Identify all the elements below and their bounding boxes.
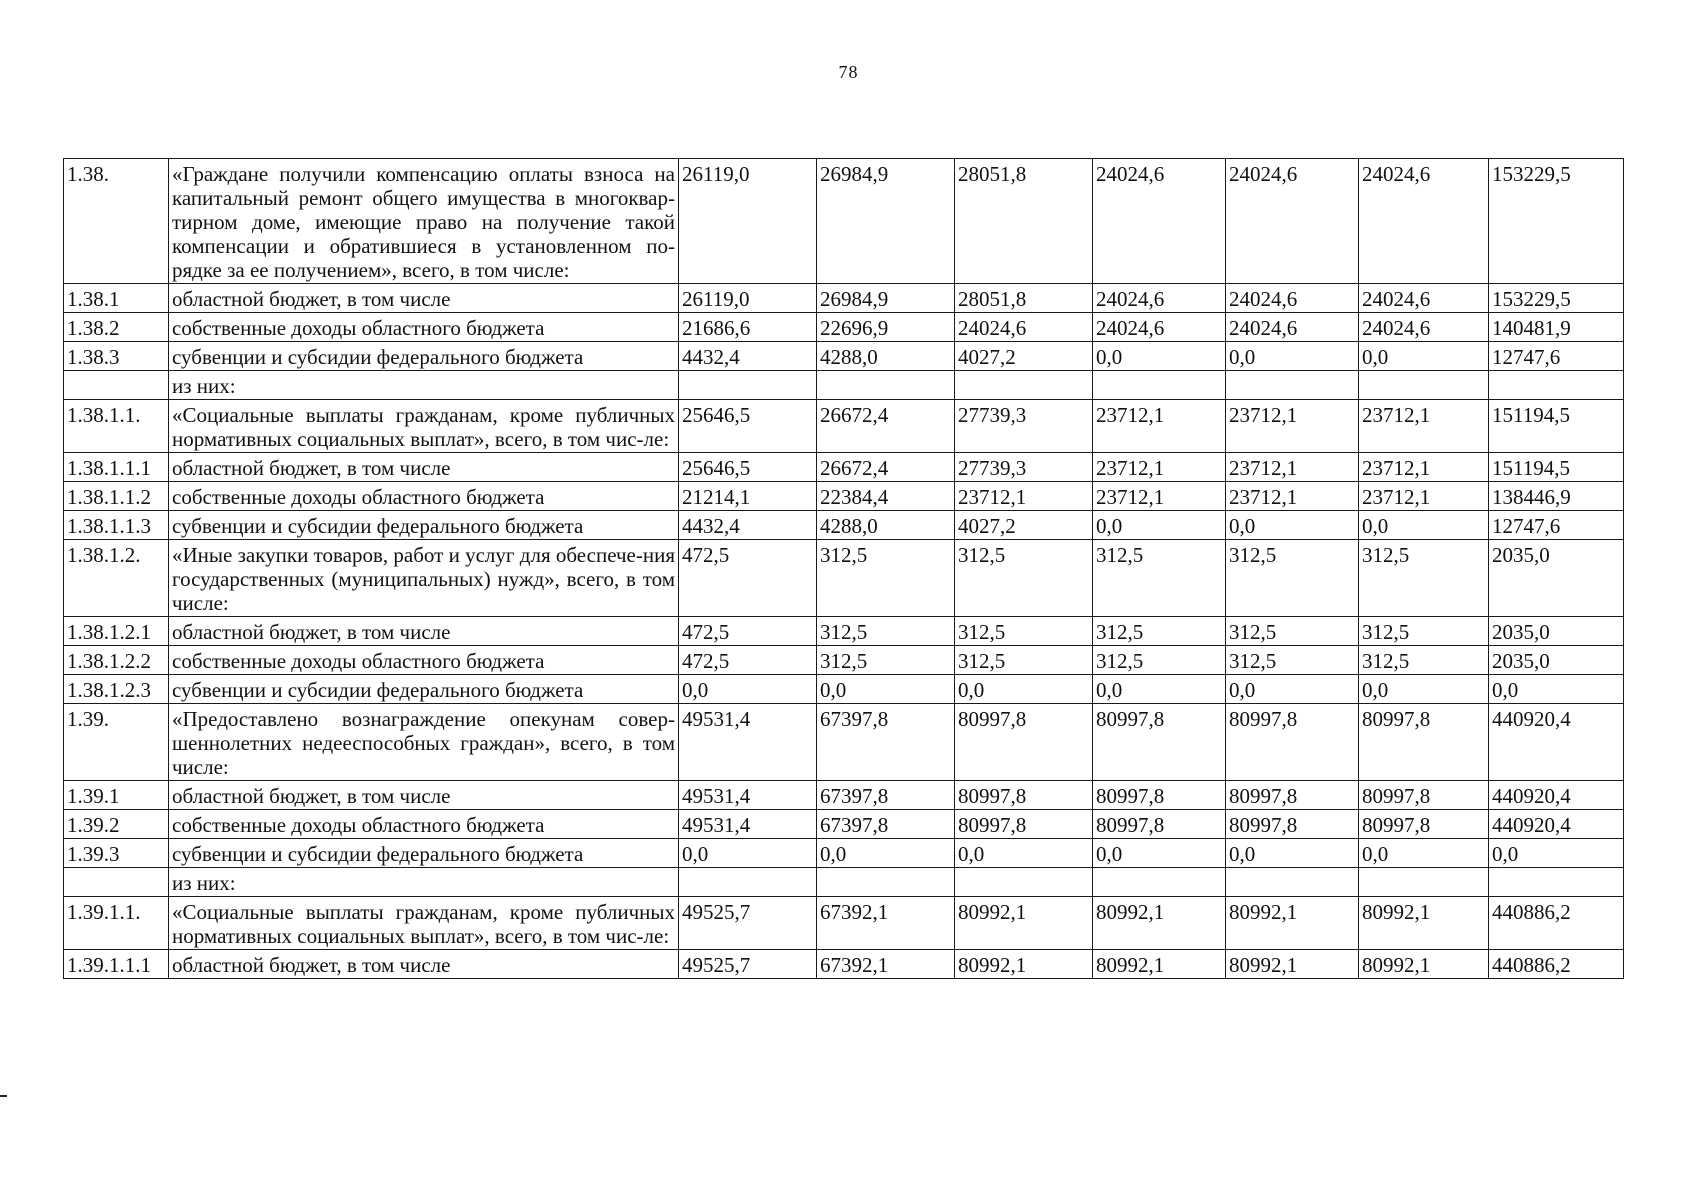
row-value-col-3: 312,5 xyxy=(955,617,1093,646)
row-value-col-4: 23712,1 xyxy=(1093,482,1226,511)
row-description: субвенции и субсидии федерального бюджета xyxy=(169,511,679,540)
row-value-col-2: 0,0 xyxy=(817,839,955,868)
row-description: «Предоставлено вознаграждение опекунам совер-шеннолетних недееспособных граждан», всего, в том числе: xyxy=(169,704,679,781)
row-value-col-5: 24024,6 xyxy=(1226,159,1359,284)
row-value-col-6: 312,5 xyxy=(1359,540,1489,617)
row-value-col-4: 312,5 xyxy=(1093,617,1226,646)
row-value-col-4: 0,0 xyxy=(1093,675,1226,704)
row-value-col-3: 28051,8 xyxy=(955,159,1093,284)
row-description: собственные доходы областного бюджета xyxy=(169,313,679,342)
row-value-col-2: 0,0 xyxy=(817,675,955,704)
row-value-col-4 xyxy=(1093,868,1226,897)
row-description: «Социальные выплаты гражданам, кроме публичных нормативных социальных выплат», всего, в том чис-ле: xyxy=(169,400,679,453)
row-value-col-6: 80997,8 xyxy=(1359,704,1489,781)
table-row xyxy=(64,646,1624,675)
row-value-col-5: 23712,1 xyxy=(1226,400,1359,453)
row-code: 1.38.1.2.2 xyxy=(64,646,169,675)
row-value-col-2: 4288,0 xyxy=(817,511,955,540)
row-value-col-5: 312,5 xyxy=(1226,540,1359,617)
row-value-col-5: 80997,8 xyxy=(1226,781,1359,810)
row-description: «Иные закупки товаров, работ и услуг для обеспече-ния государственных (муниципальных) нужд», всего, в том числе: xyxy=(169,540,679,617)
row-value-col-7: 2035,0 xyxy=(1489,646,1624,675)
row-description: областной бюджет, в том числе xyxy=(169,284,679,313)
row-value-col-2: 67397,8 xyxy=(817,704,955,781)
row-value-col-5: 312,5 xyxy=(1226,617,1359,646)
row-value-col-6: 23712,1 xyxy=(1359,400,1489,453)
row-description: областной бюджет, в том числе xyxy=(169,453,679,482)
table-row xyxy=(64,400,1624,453)
row-code xyxy=(64,371,169,400)
row-value-col-4 xyxy=(1093,371,1226,400)
page-number: 78 xyxy=(838,62,859,82)
row-value-col-7: 440886,2 xyxy=(1489,897,1624,950)
row-code: 1.38.1.1. xyxy=(64,400,169,453)
row-value-col-7: 153229,5 xyxy=(1489,284,1624,313)
table-row xyxy=(64,284,1624,313)
row-value-col-3: 312,5 xyxy=(955,646,1093,675)
row-value-col-1: 26119,0 xyxy=(679,284,817,313)
row-description: субвенции и субсидии федерального бюджета xyxy=(169,342,679,371)
row-value-col-7: 153229,5 xyxy=(1489,159,1624,284)
row-value-col-5 xyxy=(1226,868,1359,897)
row-value-col-6: 80997,8 xyxy=(1359,781,1489,810)
row-value-col-7: 2035,0 xyxy=(1489,617,1624,646)
row-value-col-7: 140481,9 xyxy=(1489,313,1624,342)
row-value-col-4: 80992,1 xyxy=(1093,950,1226,979)
row-description: областной бюджет, в том числе xyxy=(169,781,679,810)
row-value-col-7: 12747,6 xyxy=(1489,511,1624,540)
row-value-col-1: 25646,5 xyxy=(679,453,817,482)
table-row xyxy=(64,839,1624,868)
row-value-col-6: 24024,6 xyxy=(1359,313,1489,342)
row-value-col-3: 23712,1 xyxy=(955,482,1093,511)
row-description: «Граждане получили компенсацию оплаты взноса на капитальный ремонт общего имущества в многоквар-тирном доме, имеющие право на получение такой компенсации и обратившиеся в установленном по-рядке за ее получением», всего, в том числе: xyxy=(169,159,679,284)
table-row xyxy=(64,511,1624,540)
row-description: «Социальные выплаты гражданам, кроме публичных нормативных социальных выплат», всего, в том чис-ле: xyxy=(169,897,679,950)
row-value-col-2: 67397,8 xyxy=(817,810,955,839)
row-value-col-2: 22384,4 xyxy=(817,482,955,511)
row-value-col-7: 2035,0 xyxy=(1489,540,1624,617)
row-value-col-2: 67392,1 xyxy=(817,950,955,979)
row-value-col-3: 4027,2 xyxy=(955,342,1093,371)
row-value-col-2: 26672,4 xyxy=(817,453,955,482)
row-value-col-6: 0,0 xyxy=(1359,342,1489,371)
row-value-col-4: 23712,1 xyxy=(1093,400,1226,453)
row-value-col-4: 80997,8 xyxy=(1093,810,1226,839)
budget-table xyxy=(63,158,1624,979)
table-row xyxy=(64,159,1624,284)
row-code: 1.38.1.1.2 xyxy=(64,482,169,511)
row-description: собственные доходы областного бюджета xyxy=(169,646,679,675)
row-value-col-3: 80992,1 xyxy=(955,897,1093,950)
table-row xyxy=(64,453,1624,482)
row-description: собственные доходы областного бюджета xyxy=(169,482,679,511)
row-value-col-3: 80997,8 xyxy=(955,810,1093,839)
row-value-col-1: 4432,4 xyxy=(679,342,817,371)
row-value-col-1: 0,0 xyxy=(679,839,817,868)
table-row xyxy=(64,704,1624,781)
row-value-col-4: 80992,1 xyxy=(1093,897,1226,950)
row-value-col-5: 80992,1 xyxy=(1226,897,1359,950)
row-code: 1.38.1.1.3 xyxy=(64,511,169,540)
row-value-col-6: 80992,1 xyxy=(1359,897,1489,950)
table-row xyxy=(64,810,1624,839)
row-code: 1.39.1.1. xyxy=(64,897,169,950)
row-value-col-4: 24024,6 xyxy=(1093,313,1226,342)
row-value-col-3: 4027,2 xyxy=(955,511,1093,540)
row-value-col-6: 312,5 xyxy=(1359,617,1489,646)
row-code: 1.38. xyxy=(64,159,169,284)
table-row xyxy=(64,781,1624,810)
row-value-col-4: 24024,6 xyxy=(1093,284,1226,313)
row-value-col-5: 24024,6 xyxy=(1226,313,1359,342)
row-value-col-3: 0,0 xyxy=(955,839,1093,868)
row-value-col-3 xyxy=(955,868,1093,897)
row-value-col-7: 151194,5 xyxy=(1489,400,1624,453)
row-description: собственные доходы областного бюджета xyxy=(169,810,679,839)
row-value-col-5: 0,0 xyxy=(1226,342,1359,371)
budget-table-body xyxy=(64,159,1624,979)
row-value-col-6: 24024,6 xyxy=(1359,284,1489,313)
row-value-col-3: 27739,3 xyxy=(955,453,1093,482)
row-value-col-2: 26672,4 xyxy=(817,400,955,453)
row-value-col-4: 0,0 xyxy=(1093,511,1226,540)
row-value-col-7 xyxy=(1489,868,1624,897)
row-value-col-3 xyxy=(955,371,1093,400)
row-value-col-6: 23712,1 xyxy=(1359,453,1489,482)
row-value-col-4: 0,0 xyxy=(1093,839,1226,868)
row-value-col-1: 49525,7 xyxy=(679,897,817,950)
row-value-col-1: 472,5 xyxy=(679,646,817,675)
row-value-col-4: 80997,8 xyxy=(1093,781,1226,810)
row-value-col-3: 80997,8 xyxy=(955,781,1093,810)
row-value-col-2: 22696,9 xyxy=(817,313,955,342)
row-code: 1.39.1.1.1 xyxy=(64,950,169,979)
row-value-col-3: 80992,1 xyxy=(955,950,1093,979)
row-value-col-6: 0,0 xyxy=(1359,511,1489,540)
row-description: областной бюджет, в том числе xyxy=(169,950,679,979)
table-row xyxy=(64,540,1624,617)
row-value-col-6 xyxy=(1359,371,1489,400)
row-value-col-1: 49531,4 xyxy=(679,781,817,810)
row-value-col-4: 0,0 xyxy=(1093,342,1226,371)
table-row xyxy=(64,482,1624,511)
row-value-col-1: 49531,4 xyxy=(679,810,817,839)
row-value-col-7 xyxy=(1489,371,1624,400)
table-row xyxy=(64,371,1624,400)
row-value-col-1: 472,5 xyxy=(679,540,817,617)
row-value-col-7: 0,0 xyxy=(1489,839,1624,868)
row-value-col-7: 12747,6 xyxy=(1489,342,1624,371)
row-code: 1.38.2 xyxy=(64,313,169,342)
row-description: областной бюджет, в том числе xyxy=(169,617,679,646)
table-row xyxy=(64,617,1624,646)
row-code xyxy=(64,868,169,897)
row-value-col-5: 80997,8 xyxy=(1226,810,1359,839)
row-value-col-5 xyxy=(1226,371,1359,400)
row-code: 1.38.3 xyxy=(64,342,169,371)
row-value-col-3: 0,0 xyxy=(955,675,1093,704)
row-value-col-6: 24024,6 xyxy=(1359,159,1489,284)
row-value-col-3: 312,5 xyxy=(955,540,1093,617)
row-description: из них: xyxy=(169,868,679,897)
row-value-col-4: 80997,8 xyxy=(1093,704,1226,781)
table-row xyxy=(64,950,1624,979)
table-row xyxy=(64,868,1624,897)
row-value-col-5: 80997,8 xyxy=(1226,704,1359,781)
row-value-col-5: 23712,1 xyxy=(1226,453,1359,482)
row-value-col-2: 67397,8 xyxy=(817,781,955,810)
row-value-col-3: 80997,8 xyxy=(955,704,1093,781)
margin-mark xyxy=(0,1095,7,1097)
row-value-col-3: 24024,6 xyxy=(955,313,1093,342)
row-value-col-6: 0,0 xyxy=(1359,675,1489,704)
row-value-col-7: 440886,2 xyxy=(1489,950,1624,979)
row-value-col-1: 21214,1 xyxy=(679,482,817,511)
row-value-col-7: 151194,5 xyxy=(1489,453,1624,482)
table-row xyxy=(64,313,1624,342)
row-code: 1.38.1.2. xyxy=(64,540,169,617)
row-value-col-4: 24024,6 xyxy=(1093,159,1226,284)
row-code: 1.38.1.1.1 xyxy=(64,453,169,482)
row-description: субвенции и субсидии федерального бюджета xyxy=(169,675,679,704)
row-value-col-5: 312,5 xyxy=(1226,646,1359,675)
row-value-col-1 xyxy=(679,371,817,400)
row-value-col-7: 0,0 xyxy=(1489,675,1624,704)
row-code: 1.39.3 xyxy=(64,839,169,868)
row-code: 1.39.1 xyxy=(64,781,169,810)
row-code: 1.38.1.2.1 xyxy=(64,617,169,646)
row-value-col-2: 4288,0 xyxy=(817,342,955,371)
row-value-col-1: 49531,4 xyxy=(679,704,817,781)
row-value-col-6: 80992,1 xyxy=(1359,950,1489,979)
row-value-col-1: 472,5 xyxy=(679,617,817,646)
row-value-col-2: 26984,9 xyxy=(817,159,955,284)
row-value-col-6 xyxy=(1359,868,1489,897)
table-row xyxy=(64,342,1624,371)
row-value-col-4: 23712,1 xyxy=(1093,453,1226,482)
row-description: из них: xyxy=(169,371,679,400)
row-value-col-2: 312,5 xyxy=(817,617,955,646)
row-value-col-4: 312,5 xyxy=(1093,646,1226,675)
row-value-col-3: 27739,3 xyxy=(955,400,1093,453)
row-description: субвенции и субсидии федерального бюджета xyxy=(169,839,679,868)
row-value-col-1: 25646,5 xyxy=(679,400,817,453)
row-value-col-5: 0,0 xyxy=(1226,839,1359,868)
row-value-col-5: 23712,1 xyxy=(1226,482,1359,511)
row-value-col-5: 80992,1 xyxy=(1226,950,1359,979)
row-code: 1.38.1 xyxy=(64,284,169,313)
row-value-col-2: 312,5 xyxy=(817,540,955,617)
table-row xyxy=(64,897,1624,950)
row-value-col-6: 23712,1 xyxy=(1359,482,1489,511)
row-code: 1.39.2 xyxy=(64,810,169,839)
row-value-col-1: 21686,6 xyxy=(679,313,817,342)
row-value-col-6: 0,0 xyxy=(1359,839,1489,868)
row-value-col-3: 28051,8 xyxy=(955,284,1093,313)
row-value-col-1: 26119,0 xyxy=(679,159,817,284)
row-value-col-6: 312,5 xyxy=(1359,646,1489,675)
row-value-col-1 xyxy=(679,868,817,897)
row-value-col-5: 0,0 xyxy=(1226,511,1359,540)
row-code: 1.38.1.2.3 xyxy=(64,675,169,704)
row-value-col-7: 440920,4 xyxy=(1489,810,1624,839)
row-value-col-5: 0,0 xyxy=(1226,675,1359,704)
row-value-col-1: 49525,7 xyxy=(679,950,817,979)
row-code: 1.39. xyxy=(64,704,169,781)
row-value-col-2: 26984,9 xyxy=(817,284,955,313)
row-value-col-7: 138446,9 xyxy=(1489,482,1624,511)
row-value-col-1: 0,0 xyxy=(679,675,817,704)
row-value-col-5: 24024,6 xyxy=(1226,284,1359,313)
row-value-col-4: 312,5 xyxy=(1093,540,1226,617)
row-value-col-2: 312,5 xyxy=(817,646,955,675)
row-value-col-7: 440920,4 xyxy=(1489,781,1624,810)
row-value-col-6: 80997,8 xyxy=(1359,810,1489,839)
row-value-col-2: 67392,1 xyxy=(817,897,955,950)
row-value-col-7: 440920,4 xyxy=(1489,704,1624,781)
row-value-col-1: 4432,4 xyxy=(679,511,817,540)
table-row xyxy=(64,675,1624,704)
row-value-col-2 xyxy=(817,371,955,400)
row-value-col-2 xyxy=(817,868,955,897)
